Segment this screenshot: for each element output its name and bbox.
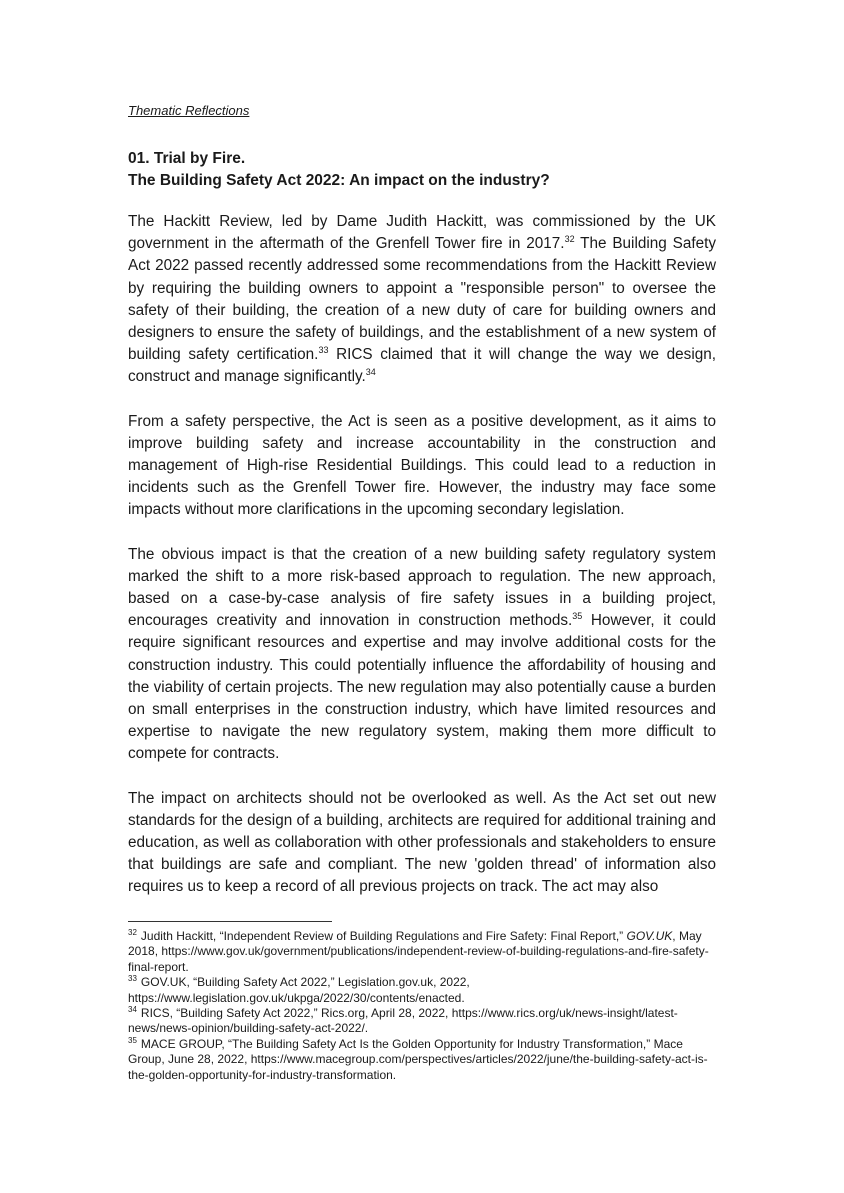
footnote-ref-33[interactable]: 33 (318, 345, 329, 356)
footnote-35: $^{35}$ MACE GROUP, “The Building Safety Act Is the Golden Opportunity for Industry Transformation,” Mace Group, June 28, 2022, https://www.macegroup.com/perspectives/articles/2022/june/the-building-safety-act-is-the-golden-opportunity-for-industry-transformation. (128, 1035, 708, 1082)
footnote-source-italic: GOV.UK (626, 929, 673, 943)
footnotes (128, 929, 718, 1083)
footnote-33: $^{33}$ GOV.UK, “Building Safety Act 2022,” Legislation.gov.uk, 2022, https://www.legislation.gov.uk/ukpga/2022/30/contents/enacted. (128, 974, 470, 1005)
footnote-ref-35[interactable]: 35 (572, 611, 583, 622)
footnote-34: $^{34}$ RICS, “Building Safety Act 2022,” Rics.org, April 28, 2022, https://www.rics.org/uk/news-insight/latest-news/news-opinion/building-safety-act-2022/. (128, 1005, 678, 1036)
body-text (128, 211, 716, 921)
paragraph-2: From a safety perspective, the Act is seen as a positive development, as it aims to improve building safety and increase accountability in the construction and management of High-rise Residential Buildings. This could lead to a reduction in incidents such as the Grenfell Tower fire. However, the industry may face some impacts without more clarifications in the upcoming secondary legislation. (128, 412, 716, 519)
footnote-ref-34[interactable]: 34 (365, 367, 376, 378)
paragraph-3: The obvious impact is that the creation of a new building safety regulatory system marked the shift to a more risk-based approach to regulation. The new approach, based on a case-by-case analysis of fire safety issues in a building project, encourages creativity and innovation in construction methods.$^{35}$ However, it could require significant resources and expertise and may involve additional costs for the construction industry. This could potentially influence the affordability of housing and the viability of certain projects. The new regulation may also potentially cause a burden on small enterprises in the construction industry, which have limited resources and expertise to navigate the new regulatory system, making them more difficult to compete for contracts. (128, 545, 717, 763)
footnote-number: 33 (128, 974, 137, 984)
chapter-number-title: 01. Trial by Fire. (128, 150, 246, 167)
footnote-32: $^{32}$ Judith Hackitt, “Independent Review of Building Regulations and Fire Safety: Final Report,” GOV.UK, May 2018, https://www.gov.uk/government/publications/independent-review-of-building-regulations-and-fire-safety-final-report. (128, 928, 709, 974)
paragraph-1: The Hackitt Review, led by Dame Judith Hackitt, was commissioned by the UK government in the aftermath of the Grenfell Tower fire in 2017.32 The Building Safety Act 2022 passed recently addressed some recommendations from the Hackitt Review by requiring the building owners to appoint a "responsible person" to oversee the safety of their building, the creation of a new duty of care for building owners and designers to ensure the safety of buildings, and the establishment of a new system of building safety certification.$^{33}$ RICS claimed that it will change the way we design, construct and manage significantly.$^{34}$ (128, 213, 716, 386)
section-label: Thematic Reflections (128, 103, 250, 118)
chapter-subtitle: The Building Safety Act 2022: An impact on the industry? (128, 172, 550, 189)
footnote-number: 34 (128, 1005, 137, 1015)
paragraph-4: The impact on architects should not be overlooked as well. As the Act set out new standards for the design of a building, architects are required for additional training and education, as well as collaboration with other professionals and stakeholders to ensure that buildings are safe and compliant. The new 'golden thread' of information also requires us to keep a record of all previous projects on track. The act may also (128, 789, 716, 896)
footnote-number: 35 (128, 1035, 137, 1045)
chapter-heading (128, 148, 550, 192)
footnote-number: 32 (128, 928, 137, 937)
footnote-divider (128, 921, 332, 922)
footnote-ref-32[interactable]: 32 (564, 234, 575, 245)
